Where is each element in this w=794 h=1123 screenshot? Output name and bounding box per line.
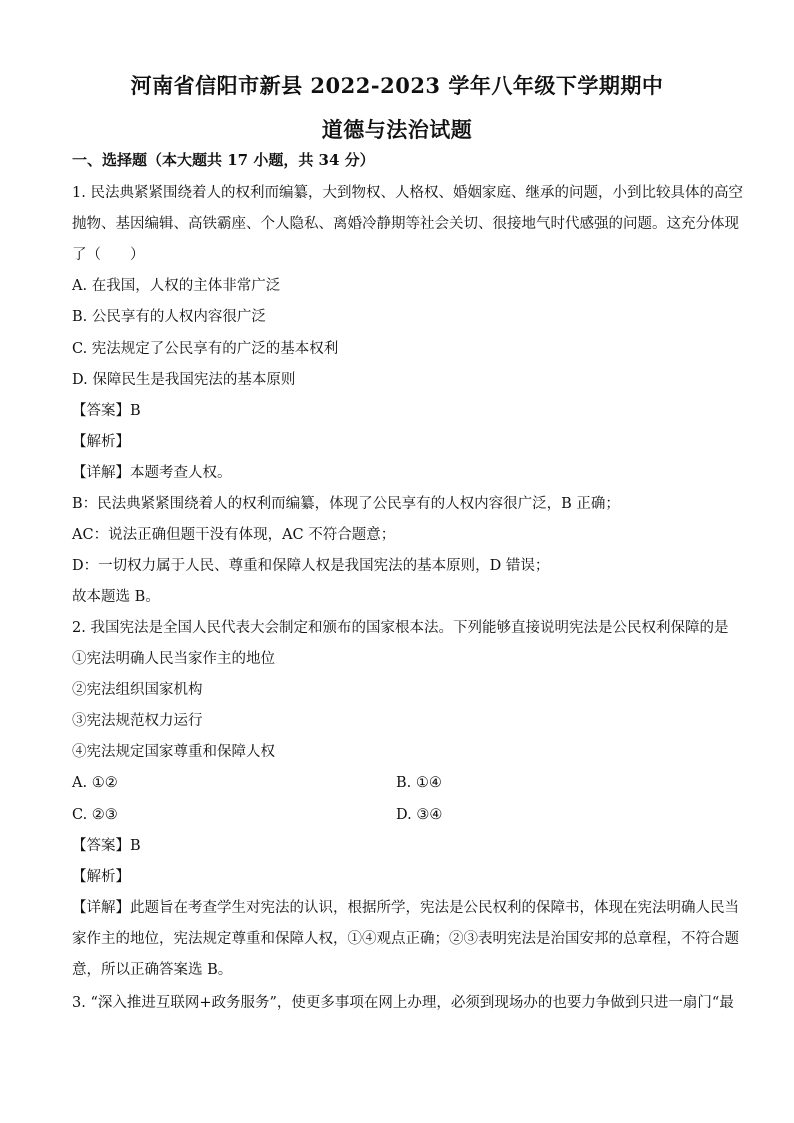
question-1-option-c: C. 宪法规定了公民享有的广泛的基本权利 [72,341,339,357]
question-2-stem: 2. 我国宪法是全国人民代表大会制定和颁布的国家根本法。下列能够直接说明宪法是公民权利保障的是 [72,620,729,636]
question-2-options-row-1 [72,773,724,793]
question-1-conclusion: 故本题选 B。 [72,589,160,605]
question-3-stem: 3. “深入推进互联网+政务服务”，使更多事项在网上办理，必须到现场办的也要力争做到只进一扇门“最 [72,995,734,1011]
question-2-item-1: ①宪法明确人民当家作主的地位 [72,651,275,667]
question-1-stem: 1. 民法典紧紧围绕着人的权利而编纂，大到物权、人格权、婚姻家庭、继承的问题，小到比较具体的高空 [72,185,743,201]
question-1-detail-b: B：民法典紧紧围绕着人的权利而编纂，体现了公民享有的人权内容很广泛，B 正确； [72,496,620,512]
document-title: 河南省信阳市新县 2022-2023 学年八年级下学期期中 [130,73,664,98]
question-2-option-a: A. ①② [72,775,118,791]
section-heading: 一、选择题（本大题共 17 小题，共 34 分） [72,151,375,169]
question-2-item-3: ③宪法规范权力运行 [72,713,203,729]
question-2-answer: 【答案】B [72,838,141,854]
question-2-detail-cont: 家作主的地位，宪法规定尊重和保障人权，①④观点正确；②③表明宪法是治国安邦的总章程，不符合题 [72,931,739,947]
question-2-detail: 【详解】此题旨在考查学生对宪法的认识，根据所学，宪法是公民权利的保障书，体现在宪法明确人民当 [72,900,739,916]
question-1-stem-cont: 抛物、基因编辑、高铁霸座、个人隐私、离婚冷静期等社会关切、很接地气时代感强的问题。这充分体现 [72,216,739,232]
question-1-detail: 【详解】本题考查人权。 [72,465,232,481]
question-1-option-d: D. 保障民生是我国宪法的基本原则 [72,372,296,388]
question-2-item-4: ④宪法规定国家尊重和保障人权 [72,744,275,760]
question-2-option-b: B. ①④ [396,775,442,791]
question-2-item-2: ②宪法组织国家机构 [72,682,203,698]
question-2-option-d: D. ③④ [396,807,443,823]
question-2-analysis-label: 【解析】 [72,869,130,885]
question-2-option-c: C. ②③ [72,807,118,823]
question-1-analysis-label: 【解析】 [72,434,130,450]
question-2-detail-end: 意，所以正确答案选 B。 [72,962,233,978]
question-1-answer: 【答案】B [72,403,141,419]
question-1-option-a: A. 在我国，人权的主体非常广泛 [72,278,281,294]
document-subtitle: 道德与法治试题 [321,117,473,142]
question-1-option-b: B. 公民享有的人权内容很广泛 [72,309,266,325]
question-1-detail-ac: AC：说法正确但题干没有体现，AC 不符合题意； [72,527,396,543]
question-1-detail-d: D：一切权力属于人民、尊重和保障人权是我国宪法的基本原则，D 错误； [72,558,550,574]
question-2-options-row-2 [72,805,724,825]
question-1-stem-end: 了（ ） [72,247,145,263]
